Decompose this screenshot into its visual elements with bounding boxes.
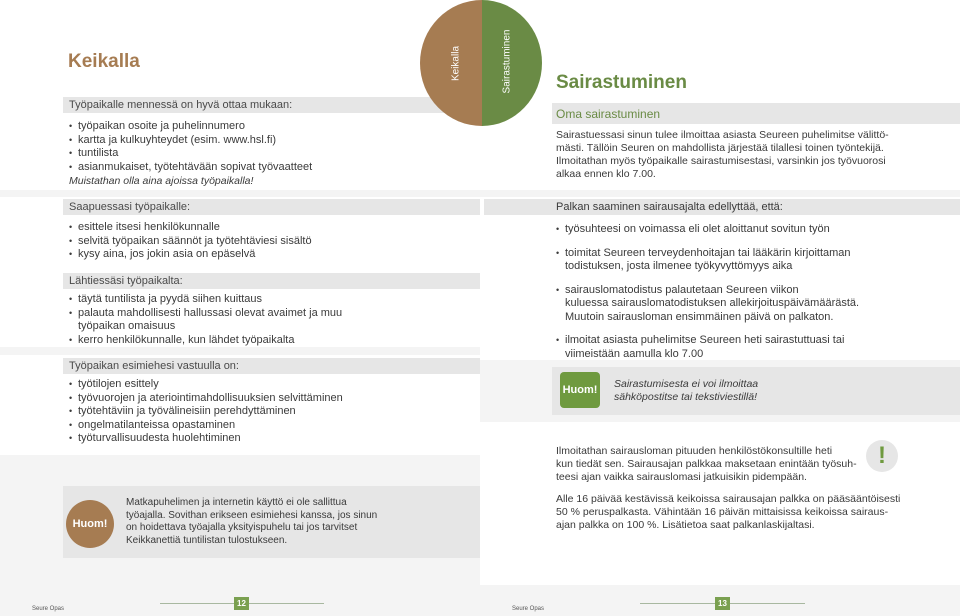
footer-line (160, 603, 234, 604)
supervisor-list (69, 378, 343, 446)
list-item (556, 284, 859, 325)
page-number: 13 (715, 597, 730, 610)
list-item-line: Muutoin sairausloman ensimmäinen päivä on palkaton. (565, 310, 834, 323)
note-line: sähköpostitse tai tekstiviestillä! (614, 391, 757, 403)
list-item: • tuntilista (69, 147, 312, 161)
note-line: työajalla. Sovithan erikseen esimiehesi kanssa, jos sinun (126, 509, 378, 521)
leaving-heading: Lähtiessäsi työpaikalta: (63, 273, 480, 289)
right-page (480, 0, 960, 616)
note-text (126, 497, 377, 547)
footer-line (640, 603, 715, 604)
text-line: mästi. Tällöin Seuren on mahdollista järjestää tilallesi toinen työntekijä. (556, 142, 884, 154)
list-item-line: • työsuhteesi on voimassa eli olet aloittanut sovitun työn (565, 223, 830, 235)
text-line: Ilmoitathan myös työpaikalle sairastumisestasi, varsinkin jos työvuorosi (556, 155, 886, 167)
text-line: ajan palkka on 100 %. Lisätietoa saat palkanlaskijaltasi. (556, 519, 815, 531)
text-line: teesi ajan vaikka sairauslomasi jatkuisikin pidempään. (556, 471, 807, 483)
pay-heading: Palkan saaminen sairausajalta edellyttää, että: (484, 199, 960, 215)
note-line: Matkapuhelimen ja internetin käyttö ei ole sallittua (126, 497, 347, 508)
list-item: • kysy aina, jos jokin asia on epäselvä (69, 248, 312, 262)
list-item (556, 223, 859, 237)
list-item: • työturvallisuudesta huolehtiminen (69, 432, 343, 446)
list-item-line: kuluessa sairauslomatodistuksen allekirjoituspäivämäärästä. (565, 297, 860, 309)
list-item-line: viimeistään aamulla klo 7.00 (565, 347, 704, 360)
page-title: Keikalla (68, 51, 140, 72)
list-item: • kartta ja kulkuyhteydet (esim. www.hsl.fi) (69, 134, 312, 148)
list-item: • työtehtäviin ja työvälineisiin perehdyttäminen (69, 405, 343, 419)
note-line: Sairastumisesta ei voi ilmoittaa (614, 378, 759, 390)
footer-line (730, 603, 805, 604)
list-item (556, 334, 859, 361)
list-item: • työtilojen esittely (69, 378, 343, 392)
exclamation-icon: ! (866, 440, 898, 472)
text-line: Sairastuessasi sinun tulee ilmoittaa asiasta Seureen puhelimitse välittö- (556, 129, 889, 141)
page-number: 12 (234, 597, 249, 610)
list-item: • selvitä työpaikan säännöt ja työtehtäviesi sisältö (69, 235, 312, 249)
note-line: Keikkanettiä tuntilistan tulostukseen. (126, 534, 288, 546)
text-line: 50 % peruspalkasta. Vähintään 16 päivän mittaisissa keikoissa sairaus- (556, 506, 889, 518)
leaving-list (69, 293, 369, 347)
list-item: • palauta mahdollisesti hallussasi olevat avaimet ja muu työpaikan omaisuus (69, 307, 369, 334)
text-line: alkaa ennen klo 7.00. (556, 168, 656, 180)
list-item: • esittele itsesi henkilökunnalle (69, 221, 312, 235)
arrival-list (69, 221, 312, 262)
list-item: • työvuorojen ja ateriointimahdollisuuksien selvittäminen (69, 392, 343, 406)
footer-label: Seure Opas (32, 606, 65, 612)
section-tabs (420, 0, 542, 126)
footer-line (249, 603, 324, 604)
duration-text (556, 445, 866, 484)
intro-text (556, 129, 889, 181)
list-item: • ongelmatilanteissa opastaminen (69, 419, 343, 433)
list-item: • täytä tuntilista ja pyydä siihen kuittaus (69, 293, 369, 307)
tab-keikalla[interactable]: Keikalla (450, 45, 462, 82)
footer-label: Seure Opas (512, 606, 545, 612)
intro-reminder: Muistathan olla aina ajoissa työpaikalla! (69, 175, 254, 187)
note-badge: Huom! (560, 372, 600, 408)
supervisor-heading: Työpaikan esimiehesi vastuulla on: (63, 358, 480, 374)
page-title: Sairastuminen (556, 72, 687, 93)
list-item-line: • toimitat Seureen terveydenhoitajan tai lääkärin kirjoittaman (565, 246, 851, 259)
intro-list (69, 120, 312, 174)
list-item: • työpaikan osoite ja puhelinnumero (69, 120, 312, 134)
tab-sairastuminen[interactable]: Sairastuminen (501, 29, 513, 94)
list-item-line: todistuksen, josta ilmenee työkyvyttömyys aika (565, 260, 793, 272)
list-item: • asianmukaiset, työtehtävään sopivat työvaatteet (69, 161, 312, 175)
intro-heading: Työpaikalle mennessä on hyvä ottaa mukaan: (63, 97, 480, 113)
text-line: Ilmoitathan sairausloman pituuden henkilöstökonsultille heti (556, 445, 833, 457)
pay-list (556, 223, 859, 361)
section-subtitle: Oma sairastuminen (556, 107, 661, 121)
list-item-line: • sairauslomatodistus palautetaan Seureen viikon (565, 283, 799, 296)
list-item: • kerro henkilökunnalle, kun lähdet työpaikalta (69, 334, 369, 348)
text-line: kun tiedät sen. Sairausajan palkkaa maksetaan enintään työsuh- (556, 458, 857, 470)
note-badge: Huom! (66, 500, 114, 548)
text-line: Alle 16 päivää kestävissä keikoissa sairausajan palkka on pääsääntöisesti (556, 493, 901, 505)
note-text (614, 378, 758, 404)
arrival-heading: Saapuessasi työpaikalle: (63, 199, 480, 215)
pay-rate-text (556, 493, 900, 532)
list-item-line: • ilmoitat asiasta puhelimitse Seureen heti sairastuttuasi tai (565, 334, 845, 346)
note-line: on hoidettava työajalla yksityispuhelu tai jos tarvitset (126, 522, 358, 533)
list-item (556, 247, 859, 274)
